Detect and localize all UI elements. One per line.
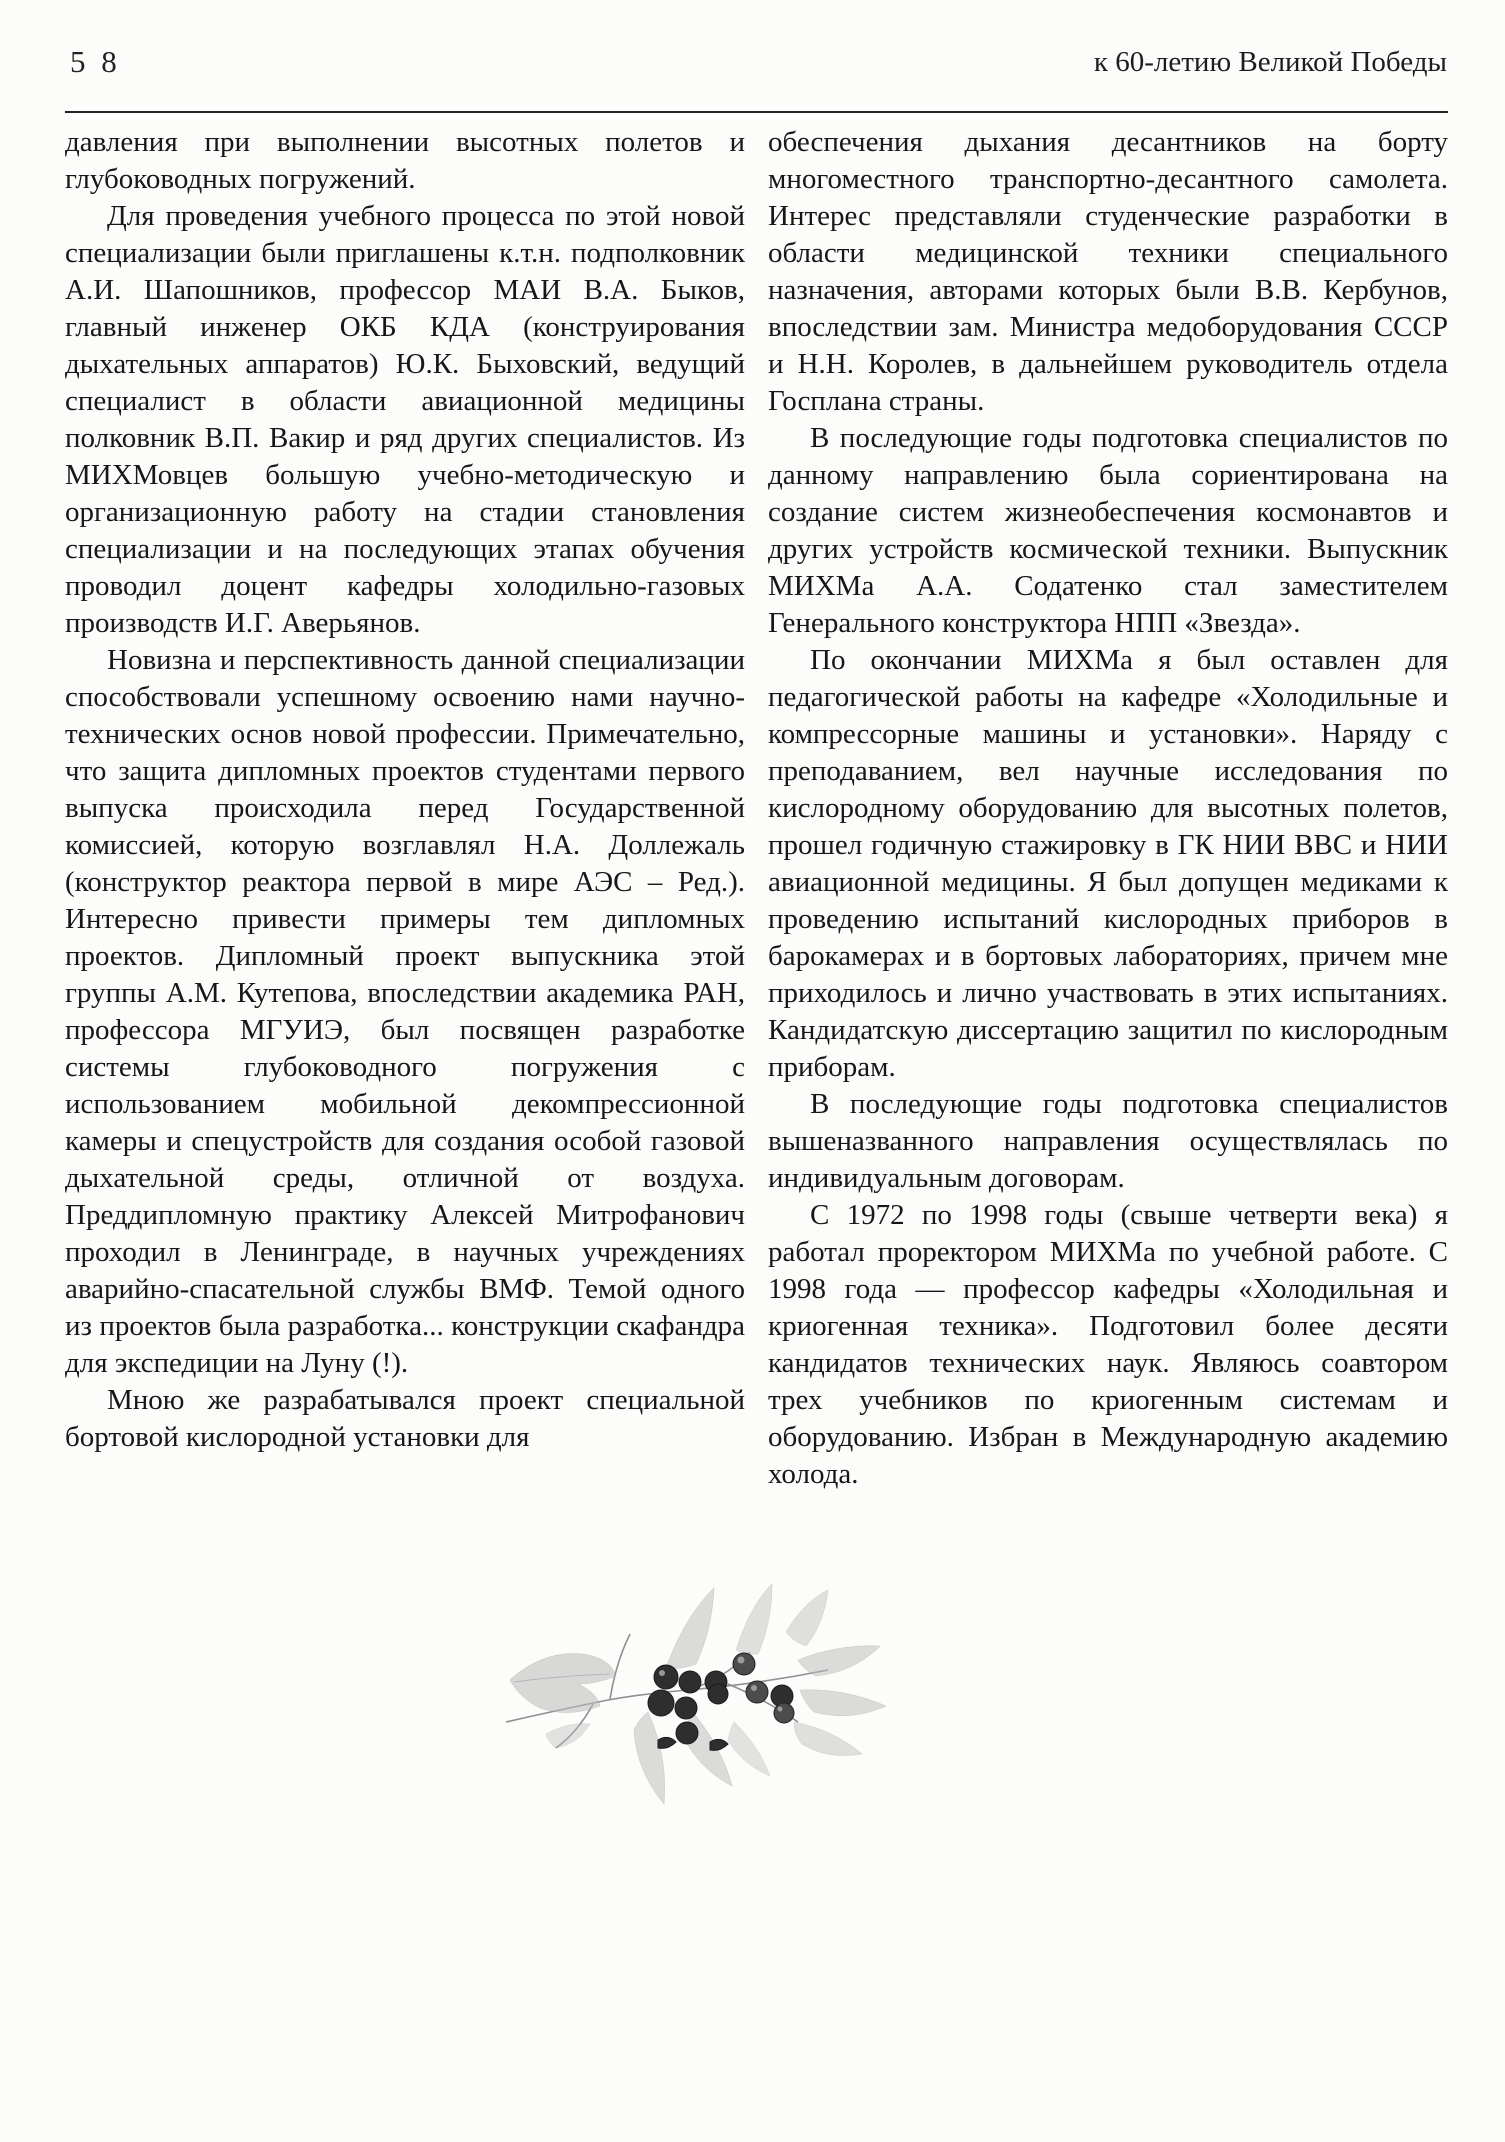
paragraph: давления при выполнении высотных полетов и глубоководных погружений. [65,126,745,195]
paragraph: обеспечения дыхания десантников на борту многоместного транспортно-десантного самолета. Интерес представляли студенческие разработки в области медицинской техники специального назначения, авторами которых были В.В. Кербунов, впоследствии зам. Министра медоборудования СССР и Н.Н. Королев, в дальнейшем руководитель отдела Госплана страны. [768,126,1448,417]
header-divider-rule [65,111,1448,113]
page-number: 5 8 [70,44,121,79]
paragraph: Для проведения учебного процесса по этой новой специализации были приглашены к.т.н. подполковник А.И. Шапошников, профессор МАИ В.А. Быков, главный инженер ОКБ КДА (конструирования дыхательных аппаратов) Ю.К. Быховский, ведущий специалист в области авиационной медицины полковник В.П. Вакир и ряд других специалистов. Из МИХМовцев большую учебно-методическую и организационную работу на стадии становления специализации и на последующих этапах обучения проводил доцент кафедры холодильно-газовых производств И.Г. Аверьянов. [65,200,745,639]
paragraph: В последующие годы подготовка специалистов по данному направлению была сориентирована на создание систем жизнеобеспечения космонавтов и других устройств космической техники. Выпускник МИХМа А.А. Содатенко стал заместителем Генерального конструктора НПП «Звезда». [768,422,1448,639]
paragraph: В последующие годы подготовка специалистов вышеназванного направления осуществлялась по индивидуальным договорам. [768,1088,1448,1194]
text-column-right [768,124,1448,1493]
running-title: к 60-летию Великой Победы [1093,46,1447,78]
berry-branch-illustration [498,1572,898,1827]
two-column-text-block [65,124,1448,1493]
text-column-left [65,124,745,1493]
paragraph: Новизна и перспективность данной специализации способствовали успешному освоению нами научно-технических основ новой профессии. Примечательно, что защита дипломных проектов студентами первого выпуска происходила перед Государственной комиссией, которую возглавлял Н.А. Доллежаль (конструктор реактора первой в мире АЭС – Ред.). Интересно привести примеры тем дипломных проектов. Дипломный проект выпускника этой группы А.М. Кутепова, впоследствии академика РАН, профессора МГУИЭ, был посвящен разработке системы глубоководного погружения с использованием мобильной декомпрессионной камеры и спецустройств для создания особой газовой дыхательной среды, отличной от воздуха. Преддипломную практику Алексей Митрофанович проходил в Ленинграде, в научных учреждениях аварийно-спасательной службы ВМФ. Темой одного из проектов была разработка... конструкции скафандра для экспедиции на Луну (!). [65,644,745,1379]
paragraph: Мною же разрабатывался проект специальной бортовой кислородной установки для [65,1384,745,1453]
paragraph: С 1972 по 1998 годы (свыше четверти века) я работал проректором МИХМа по учебной работе. С 1998 года — профессор кафедры «Холодильная и криогенная техника». Подготовил более десяти кандидатов технических наук. Являюсь соавтором трех учебников по криогенным системам и оборудованию. Избран в Международную академию холода. [768,1199,1448,1490]
paragraph: По окончании МИХМа я был оставлен для педагогической работы на кафедре «Холодильные и компрессорные машины и установки». Наряду с преподаванием, вел научные исследования по кислородному оборудованию для высотных полетов, прошел годичную стажировку в ГК НИИ ВВС и НИИ авиационной медицины. Я был допущен медиками к проведению испытаний кислородных приборов в барокамерах и в бортовых лабораториях, причем мне приходилось и лично участвовать в этих испытаниях. Кандидатскую диссертацию защитил по кислородным приборам. [768,644,1448,1083]
